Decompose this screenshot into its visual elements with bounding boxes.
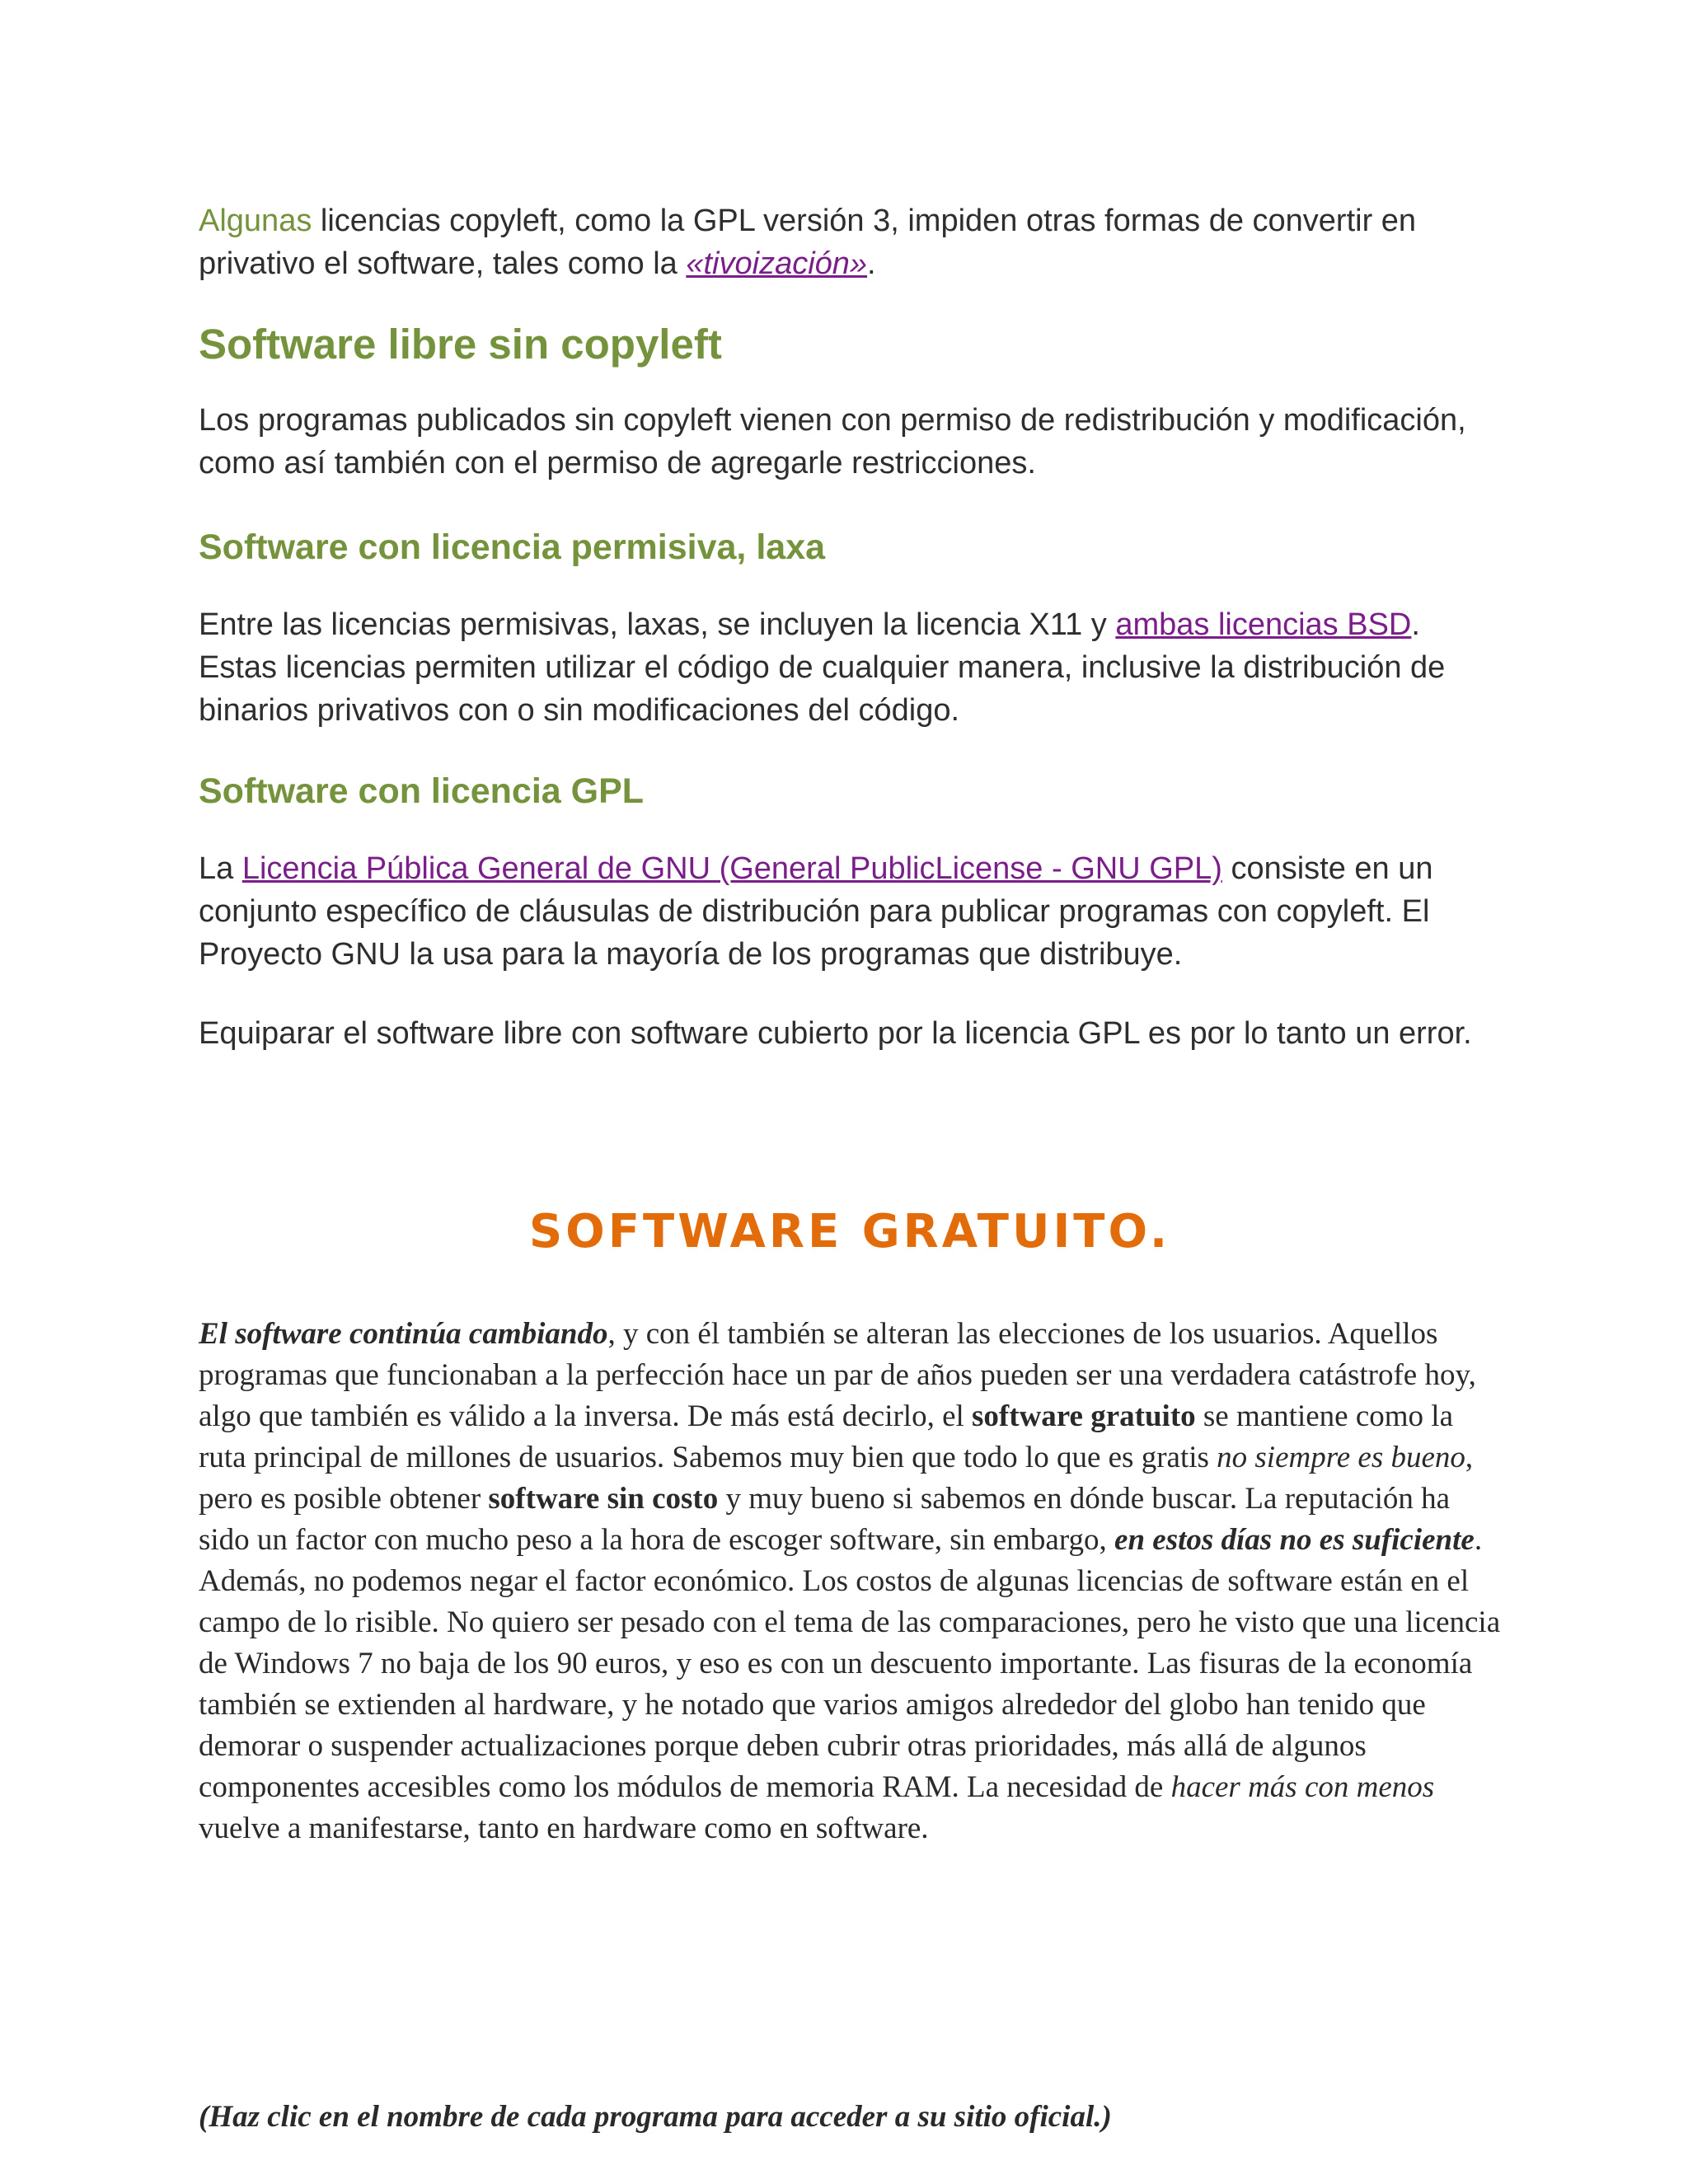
gratuito-text: , y con él también se alteran las elecciones de los usuarios. Aquellos programas que funcionaban a la perfección hace un par de años pueden ser una verdadera catástrofe hoy, algo que también es válido a la inversa. De más está decirlo, el — [199, 1317, 1476, 1433]
permisiva-text: Entre las licencias permisivas, laxas, se incluyen la licencia X11 y — [199, 607, 1116, 642]
gratuito-text: vuelve a manifestarse, tanto en hardware como en software. — [199, 1811, 929, 1845]
emphasis-no-suficiente: en estos días no es suficiente — [1114, 1523, 1475, 1557]
gpl-text: La — [199, 851, 242, 886]
software-gratuito-title: SOFTWARE GRATUITO. — [528, 1205, 1171, 1258]
gnu-gpl-link[interactable]: Licencia Pública General de GNU (General PublicLicense - GNU GPL) — [241, 851, 1222, 886]
gpl-text-end: consiste en un conjunto específico de cláusulas de distribución para publicar programas con copyleft. El Proyecto GNU la usa para la mayoría de los programas que distribuye. — [199, 851, 1433, 972]
intro-paragraph — [199, 199, 1501, 285]
gratuito-text: , pero es posible obtener — [199, 1441, 1474, 1516]
emphasis-no-siempre: no siempre es bueno — [1217, 1441, 1465, 1474]
gratuito-text: se mantiene como la ruta principal de millones de usuarios. Sabemos muy bien que todo lo que es gratis — [199, 1399, 1453, 1474]
bsd-licenses-link[interactable]: ambas licencias BSD — [1115, 607, 1412, 642]
intro-text-end: . — [867, 246, 876, 281]
intro-text: licencias copyleft, como la GPL versión 3, impiden otras formas de convertir en privativo el software, tales como la — [199, 204, 1417, 281]
gpl-paragraph — [199, 847, 1501, 976]
gratuito-text: y muy bueno si sabemos en dónde buscar. La reputación ha sido un factor con mucho peso a la hora de escoger software, sin embargo, — [199, 1482, 1451, 1557]
gratuito-text: . Además, no podemos negar el factor económico. Los costos de algunas licencias de software están en el campo de lo risible. No quiero ser pesado con el tema de las comparaciones, pero he visto que una licencia de Windows 7 no baja de los 90 euros, y eso es con un descuento importante. Las fisuras de la economía también se extienden al hardware, y he notado que varios amigos alrededor del globo han tenido que demorar o suspender actualizaciones porque deben cubrir otras prioridades, más allá de algunos componentes accesibles como los módulos de memoria RAM. La necesidad de — [199, 1523, 1501, 1804]
emphasis-software-sin-costo: software sin costo — [488, 1482, 719, 1516]
emphasis-software-gratuito: software gratuito — [972, 1399, 1196, 1433]
permisiva-text-end: . Estas licencias permiten utilizar el código de cualquier manera, inclusive la distribución de binarios privativos con o sin modificaciones del código. — [199, 607, 1446, 728]
heading-sin-copyleft: Software libre sin copyleft — [199, 321, 722, 368]
permisiva-paragraph — [199, 603, 1501, 732]
sin-copyleft-paragraph: Los programas publicados sin copyleft vienen con permiso de redistribución y modificación, como así también con el permiso de agregarle restricciones. — [199, 403, 1466, 480]
gratuito-note: (Haz clic en el nombre de cada programa para acceder a su sitio oficial.) — [199, 2100, 1112, 2134]
tivoizacion-link[interactable]: «tivoización» — [686, 246, 868, 281]
intro-lead-word: Algunas — [199, 204, 312, 238]
gpl-note-paragraph: Equiparar el software libre con software cubierto por la licencia GPL es por lo tanto un error. — [199, 1016, 1472, 1051]
heading-licencia-gpl: Software con licencia GPL — [199, 771, 645, 811]
heading-licencia-permisiva: Software con licencia permisiva, laxa — [199, 527, 826, 567]
gratuito-paragraph — [199, 1314, 1501, 1849]
gratuito-lead: El software continúa cambiando — [199, 1317, 608, 1351]
emphasis-hacer-mas: hacer más con menos — [1170, 1770, 1435, 1804]
